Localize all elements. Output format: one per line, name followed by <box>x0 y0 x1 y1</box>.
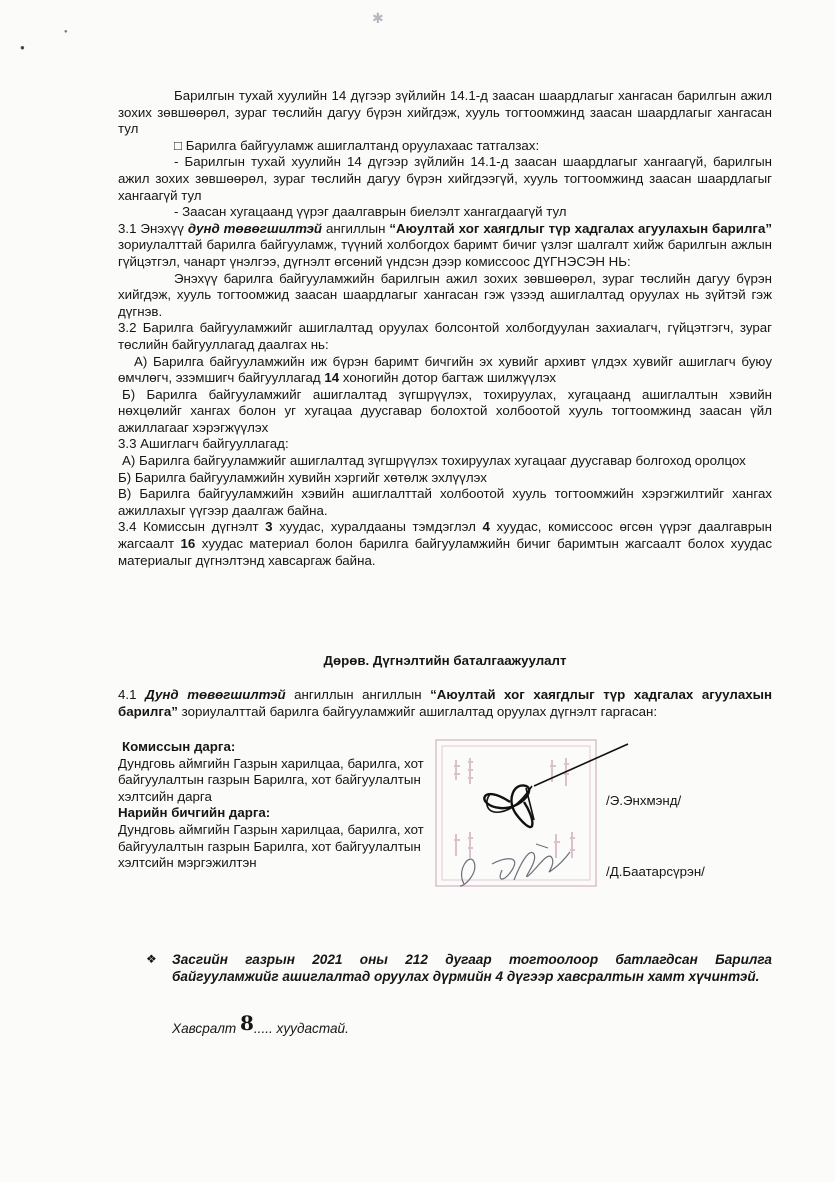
section-4-heading: Дөрөв. Дүгнэлтийн баталгаажуулалт <box>323 653 567 668</box>
text: ..... хуудастай. <box>253 1021 349 1036</box>
building-name: “Аюултай хог хаягдлыг түр хадгалах агуулахын барилга” <box>389 220 772 236</box>
text: зориулалттай барилга байгууламж, түүний холбогдох баримт бичиг үзлэг шалгалт хийж барилгын ажлын гүйцэтгэл, чанарт үнэлгээ, дүгнэлт өгсөний үндсэн дээр комиссоос ДҮГНЭСЭН НЬ: <box>118 237 772 269</box>
text: Хавсралт <box>172 1021 240 1036</box>
text: А) Барилга байгууламжийн иж бүрэн баримт бичгийн эх хувийг архивт үлдэх хувийг ашиглагч буюу өмчлөгч, эзэмшигч байгууллагад <box>118 353 772 386</box>
paragraph-a2: А) Барилга байгууламжийг ашиглалтад зүгшрүүлэх тохируулах хугацааг дуусгавар болгоход оролцох <box>122 453 746 469</box>
paragraph-4-1 <box>118 687 772 720</box>
paragraph: - Барилгын тухай хуулийн 14 дүгээр зүйлийн 14.1-д заасан шаардлагыг хангаагүй, барилгын ажил зохих зөвшөөрөл, зураг төслийн дагуу бүрэн хийгдээгүй, хууль тогтоомжинд заасан шаардлагыг хангаагүй тул <box>118 154 772 203</box>
text: ангиллын ангиллын <box>285 687 431 702</box>
number: 4 <box>482 519 490 535</box>
text: ангиллын <box>322 220 390 236</box>
paragraph: - Заасан хугацаанд үүрэг даалгаврын биелэлт хангагдаагүй тул <box>174 204 567 220</box>
paragraph-3-1 <box>118 221 772 271</box>
number: 16 <box>180 536 196 552</box>
text: хуудас материал болон барилга байгууламжийн бичиг баримтын жагсаалт болох хуудас материалыг дүгнэлтэнд хавсаргаж байна. <box>118 536 772 568</box>
text: хуудас, комиссоос өгсөн үүрэг даалгаврын жагсаалт <box>118 519 773 552</box>
paragraph: Энэхүү барилга байгууламжийн барилгын ажил зохих зөвшөөрөл, зураг төслийн дагуу бүрэн хийгдэж, хууль тогтоомжид заасан шаардлагыг хангасан гэж үзээд ашиглалтад оруулах нь зүйтэй гэж дүгнэв. <box>118 270 772 319</box>
number: 3 <box>265 519 273 535</box>
section-4-body <box>118 687 772 720</box>
paragraph-a <box>118 354 772 387</box>
text: зориулалттай барилга байгууламжийг ашиглалтад оруулах дүгнэлт гаргасан: <box>177 703 658 719</box>
scan-mark: ✱ <box>372 10 384 26</box>
section-3-body <box>118 88 772 569</box>
paragraph-b: Б) Барилга байгууламжийг ашиглалтад зүгшрүүлэх, тохируулах, хугацаанд ашиглалтын хэвийн нөхцөлийг хангах болон уг хугацаа дуусгавар болохтой холбоотой хууль тогтоомжинд заасан үйл ажиллагааг хэрэгжүүлэх <box>118 386 772 435</box>
building-name: “Аюултай хог хаягдлыг түр хадгалах агуулахын барилга” <box>118 687 773 719</box>
handwritten-page-count: 8 <box>239 1011 254 1035</box>
paragraph-3-2: 3.2 Барилга байгууламжийг ашиглалтад оруулах болсонтой холбогдуулан захиалагч, гүйцэтгэгч, зураг төслийн байгууллагад даалгах нь: <box>118 320 772 352</box>
text: 4.1 <box>118 687 146 702</box>
secretary-name: /Д.Баатарсүрэн/ <box>606 864 705 879</box>
paragraph: Барилгын тухай хуулийн 14 дүгээр зүйлийн 14.1-д заасан шаардлагыг хангасан барилгын ажил зохих зөвшөөрөл, зураг төслийн дагуу бүрэн хийгдэж, хууль тогтоомжинд заасан шаардлагыг хангасан тул <box>118 88 772 137</box>
validity-note <box>146 951 772 985</box>
text: хоногийн дотор багтаж шилжүүлэх <box>339 370 557 386</box>
secretary-title: Нарийн бичгийн дарга: <box>118 805 271 821</box>
secretary-signature <box>452 840 582 896</box>
number: 14 <box>324 370 340 386</box>
signature-block <box>118 739 448 872</box>
paragraph-v: В) Барилга байгууламжийн хэвийн ашиглалттай холбоотой хууль тогтоомжийн хэрэгжилтийг хангах ажиллахыг үүгээр даалгаж байна. <box>118 486 772 518</box>
scan-dot: ● <box>64 29 68 35</box>
text-emphasis: дунд төвөгшилтэй <box>187 220 323 236</box>
text: хуудас, хуралдааны тэмдэглэл <box>272 519 483 535</box>
attachment-line <box>172 1011 349 1038</box>
chair-organization: Дундговь аймгийн Газрын харилцаа, барилга, хот байгуулалтын газрын Барилга, хот байгуулалтын хэлтсийн дарга <box>118 755 424 804</box>
scan-dot: ● <box>20 43 25 52</box>
secretary-organization: Дундговь аймгийн Газрын харилцаа, барилга, хот байгуулалтын газрын Барилга, хот байгуулалтын хэлтсийн мэргэжилтэн <box>118 821 424 871</box>
diamond-bullet-icon: ❖ <box>146 952 157 966</box>
note-text: Засгийн газрын 2021 оны 212 дугаар тогтоолоор батлагдсан Барилга байгууламжийг ашиглалтад оруулах дүрмийн 4 дүгээр хавсралтын хамт хүчинтэй. <box>172 952 772 984</box>
text: 3.4 Комиссын дүгнэлт <box>118 519 266 535</box>
paragraph-b2: Б) Барилга байгууламжийн хувийн хэргийг хөтөлж эхлүүлэх <box>118 469 487 485</box>
paragraph-3-3: 3.3 Ашиглагч байгууллагад: <box>118 436 289 452</box>
paragraph-3-4 <box>118 519 772 569</box>
paragraph: □ Барилга байгууламж ашиглалтанд оруулахаас татгалзах: <box>174 137 540 153</box>
chair-signature <box>470 742 630 842</box>
text: 3.1 Энэхүү <box>118 220 188 236</box>
chair-title: Комиссын дарга: <box>122 739 236 754</box>
text-emphasis: Дунд төвөгшилтэй <box>145 687 286 702</box>
chair-name: /Э.Энхмэнд/ <box>606 793 682 808</box>
